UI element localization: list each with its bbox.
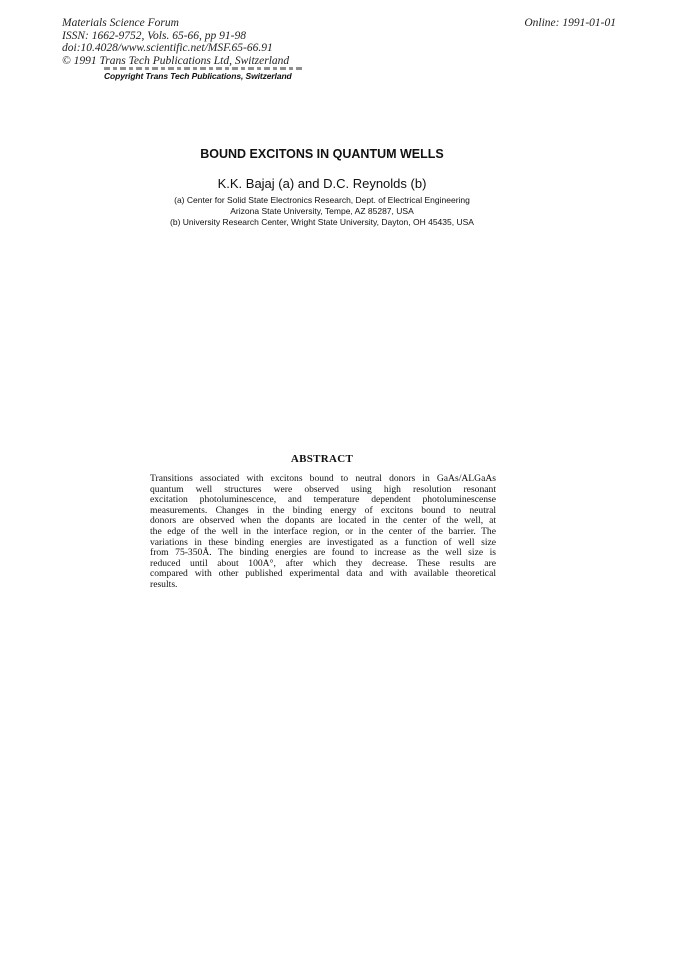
affiliation-b: (b) University Research Center, Wright State University, Dayton, OH 45435, USA (170, 217, 474, 227)
abstract-line: quantum well structures were observed using high resolution resonant (150, 483, 496, 495)
abstract-body (150, 474, 496, 591)
citation-header (62, 17, 289, 67)
paper-authors: K.K. Bajaj (a) and D.C. Reynolds (b) (217, 176, 427, 191)
issn-line: ISSN: 1662-9752, Vols. 65-66, pp 91-98 (62, 29, 246, 42)
doi-line: doi:10.4028/www.scientific.net/MSF.65-66.91 (62, 42, 273, 54)
copyright-line: © 1991 Trans Tech Publications Ltd, Switzerland (62, 54, 290, 67)
abstract-line: donors are observed when the dopants are located in the center of the well, at (150, 515, 496, 527)
publisher-copyright: Copyright Trans Tech Publications, Switzerland (104, 71, 292, 81)
abstract-line: variations in these binding energies are investigated as a function of well size (150, 536, 496, 548)
abstract-line: reduced until about 100A°, after which they decrease. These results are (150, 557, 496, 569)
abstract-line: excitation photoluminescence, and temperature dependent photoluminescense (150, 494, 496, 506)
paper-title: BOUND EXCITONS IN QUANTUM WELLS (200, 147, 444, 161)
affiliation-a-address: Arizona State University, Tempe, AZ 85287, USA (230, 206, 414, 216)
journal-name: Materials Science Forum (62, 17, 179, 29)
affiliation-a: (a) Center for Solid State Electronics Research, Dept. of Electrical Engineering (174, 195, 470, 205)
abstract-line: Transitions associated with excitons bound to neutral donors in GaAs/ALGaAs (150, 473, 496, 484)
abstract-line: results. (150, 578, 178, 590)
abstract-line: from 75-350Å. The binding energies are found to increase as the well size is (150, 547, 496, 559)
abstract-line: compared with other published experimental data and with available theoretical (150, 568, 496, 580)
abstract-line: the edge of the well in the interface region, or in the center of the barrier. The (150, 525, 496, 537)
abstract-line: measurements. Changes in the binding energy of excitons bound to neutral (150, 504, 496, 516)
abstract-heading: ABSTRACT (290, 453, 354, 465)
online-date: Online: 1991-01-01 (524, 17, 616, 29)
